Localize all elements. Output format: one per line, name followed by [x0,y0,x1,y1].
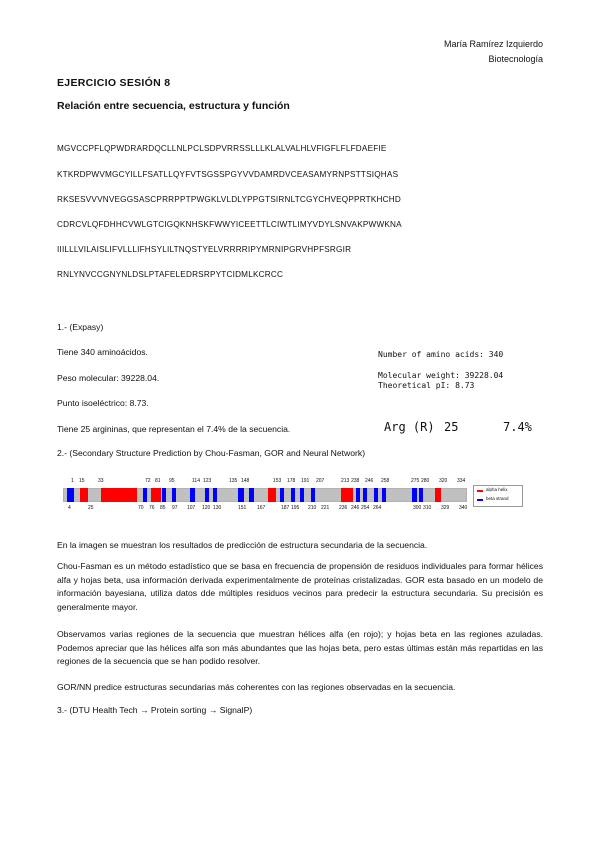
aa-count-text: Tiene 340 aminoácidos. [57,347,148,357]
position-label: 246 [351,505,360,511]
position-label: 246 [365,478,374,484]
secondary-structure-figure [63,475,526,517]
beta-segment [213,488,217,502]
paragraph-methods: Chou-Fasman es un método estadístico que se basa en frecuencia de propensión de residuos individuales para formar hélices alfa y hojas beta, usa información derivada experimentalmente de proteínas cristalizadas. GOR esta basado en un modelo de información bayesiana, utiliza datos dde múltiples residuos vecinos para predecir la estructura secundaria. Su precisión es generalmente mayor. [57,561,543,612]
position-label: 70 [138,505,144,511]
sequence-line: IIILLLVILAISLIFVLLLIFHSYLILTNQSTYELVRRRRIPYMRNIPGRVHPFSRGIR [57,245,352,254]
position-label: 221 [321,505,330,511]
sequence-line: MGVCCPFLQPWDRARDQCLLNLPCLSDPVRRSSLLLKLALVALHLVFIGFLFLFDAEFIE [57,144,387,153]
beta-segment [363,488,367,502]
paragraph-intro: En la imagen se muestran los resultados de predicción de estructura secundaria de la secuencia. [57,540,428,550]
sequence-line: CDRCVLQFDHHCVWLGTCIGQKNHSKFWWYICEETTLCIWTLIMYVDYLSNVAKPWWKNA [57,220,402,229]
position-label: 81 [155,478,161,484]
sequence-line: RKSESVVVNVEGGSASCPRRPPTPWGKLVLDLYPPGTSIRNLTCGYCHVEQPPRTKHCHD [57,195,401,204]
expasy-aa-count: Number of amino acids: 340 [378,350,504,359]
position-label: 76 [149,505,155,511]
author-block [444,37,543,67]
beta-segment [280,488,284,502]
beta-segment [412,488,417,502]
alpha-legend-label: alpha helix [486,487,508,492]
beta-segment [238,488,244,502]
position-label: 254 [361,505,370,511]
alpha-segment [80,488,88,502]
position-label: 123 [203,478,212,484]
beta-segment [300,488,304,502]
position-label: 135 [229,478,238,484]
position-label: 340 [459,505,468,511]
expasy-mw: Molecular weight: 39228.04 [378,371,504,380]
position-label: 310 [423,505,432,511]
position-label: 329 [441,505,450,511]
author-subject: Biotecnología [488,54,543,64]
alpha-segment [341,488,353,502]
position-label: 178 [287,478,296,484]
beta-legend-swatch [477,499,483,501]
position-label: 275 [411,478,420,484]
beta-segment [143,488,147,502]
section1-heading: 1.- (Expasy) [57,322,104,332]
exercise-subtitle: Relación entre secuencia, estructura y función [57,100,290,112]
author-name: María Ramírez Izquierdo [443,39,543,49]
position-label: 187 [281,505,290,511]
isoelectric-point-text: Punto isoeléctrico: 8.73. [57,398,149,408]
beta-segment [382,488,386,502]
position-label: 97 [172,505,178,511]
sequence-line: RNLYNVCCGNYNLDSLPTAFELEDRSRPYTCIDMLKCRCC [57,270,284,279]
beta-segment [67,488,74,502]
beta-segment [249,488,254,502]
beta-segment [356,488,360,502]
position-label: 4 [68,505,71,511]
position-label: 148 [241,478,250,484]
position-label: 25 [88,505,94,511]
arg-percent: 7.4% [503,420,532,434]
beta-segment [162,488,166,502]
section3-heading: 3.- (DTU Health Tech → Protein sorting → SignalP) [57,705,253,715]
beta-segment [311,488,315,502]
position-label: 130 [213,505,222,511]
alpha-segment [435,488,441,502]
section2-heading: 2.- (Secondary Structure Prediction by Chou-Fasman, GOR and Neural Network) [57,448,366,458]
position-label: 210 [308,505,317,511]
structure-bar [63,488,467,502]
arg-count: 25 [444,420,459,434]
exercise-title: EJERCICIO SESIÓN 8 [57,77,171,89]
paragraph-conclusion: GOR/NN predice estructuras secundarias más coherentes con las regiones observadas en la secuencia. [57,682,456,692]
structure-legend [473,485,523,507]
position-label: 120 [202,505,211,511]
position-label: 15 [79,478,85,484]
beta-legend-label: beta strand [486,496,509,501]
position-label: 320 [439,478,448,484]
alpha-legend-swatch [477,490,483,492]
arg-label: Arg (R) [384,420,435,434]
beta-segment [374,488,378,502]
position-label: 236 [339,505,348,511]
position-label: 195 [291,505,300,511]
beta-segment [291,488,295,502]
expasy-pi: Theoretical pI: 8.73 [378,381,475,390]
arginine-text: Tiene 25 argininas, que representan el 7.4% de la secuencia. [57,424,291,434]
beta-segment [419,488,423,502]
position-label: 33 [98,478,104,484]
position-label: 213 [341,478,350,484]
sequence-line: KTKRDPWVMGCYILLFSATLLQYFVTSGSSPGYVVDAMRDVCEASAMYRNPSTTSIQHAS [57,170,399,179]
beta-segment [190,488,195,502]
position-label: 191 [301,478,310,484]
position-label: 167 [257,505,266,511]
molecular-weight-text: Peso molecular: 39228.04. [57,373,160,383]
position-label: 264 [373,505,382,511]
position-label: 114 [192,478,200,484]
paragraph-observations: Observamos varias regiones de la secuencia que muestran hélices alfa (en rojo); y hojas beta en las regiones azuladas. Podemos apreciar que las hélices alfa son más abundantes que las hojas beta, pero estas últimas están más repartidas en las regiones de la secuencia que se han podido resolver. [57,629,543,666]
position-label: 153 [273,478,282,484]
position-label: 95 [169,478,175,484]
position-label: 238 [351,478,360,484]
position-label: 258 [381,478,390,484]
position-label: 207 [316,478,325,484]
position-label: 107 [187,505,196,511]
position-label: 151 [238,505,247,511]
alpha-segment [101,488,137,502]
position-label: 72 [145,478,151,484]
position-label: 1 [71,478,74,484]
beta-segment [205,488,209,502]
position-label: 280 [421,478,430,484]
position-label: 85 [160,505,166,511]
beta-segment [172,488,176,502]
alpha-segment [268,488,276,502]
position-label: 300 [413,505,422,511]
position-label: 334 [457,478,466,484]
alpha-segment [151,488,161,502]
